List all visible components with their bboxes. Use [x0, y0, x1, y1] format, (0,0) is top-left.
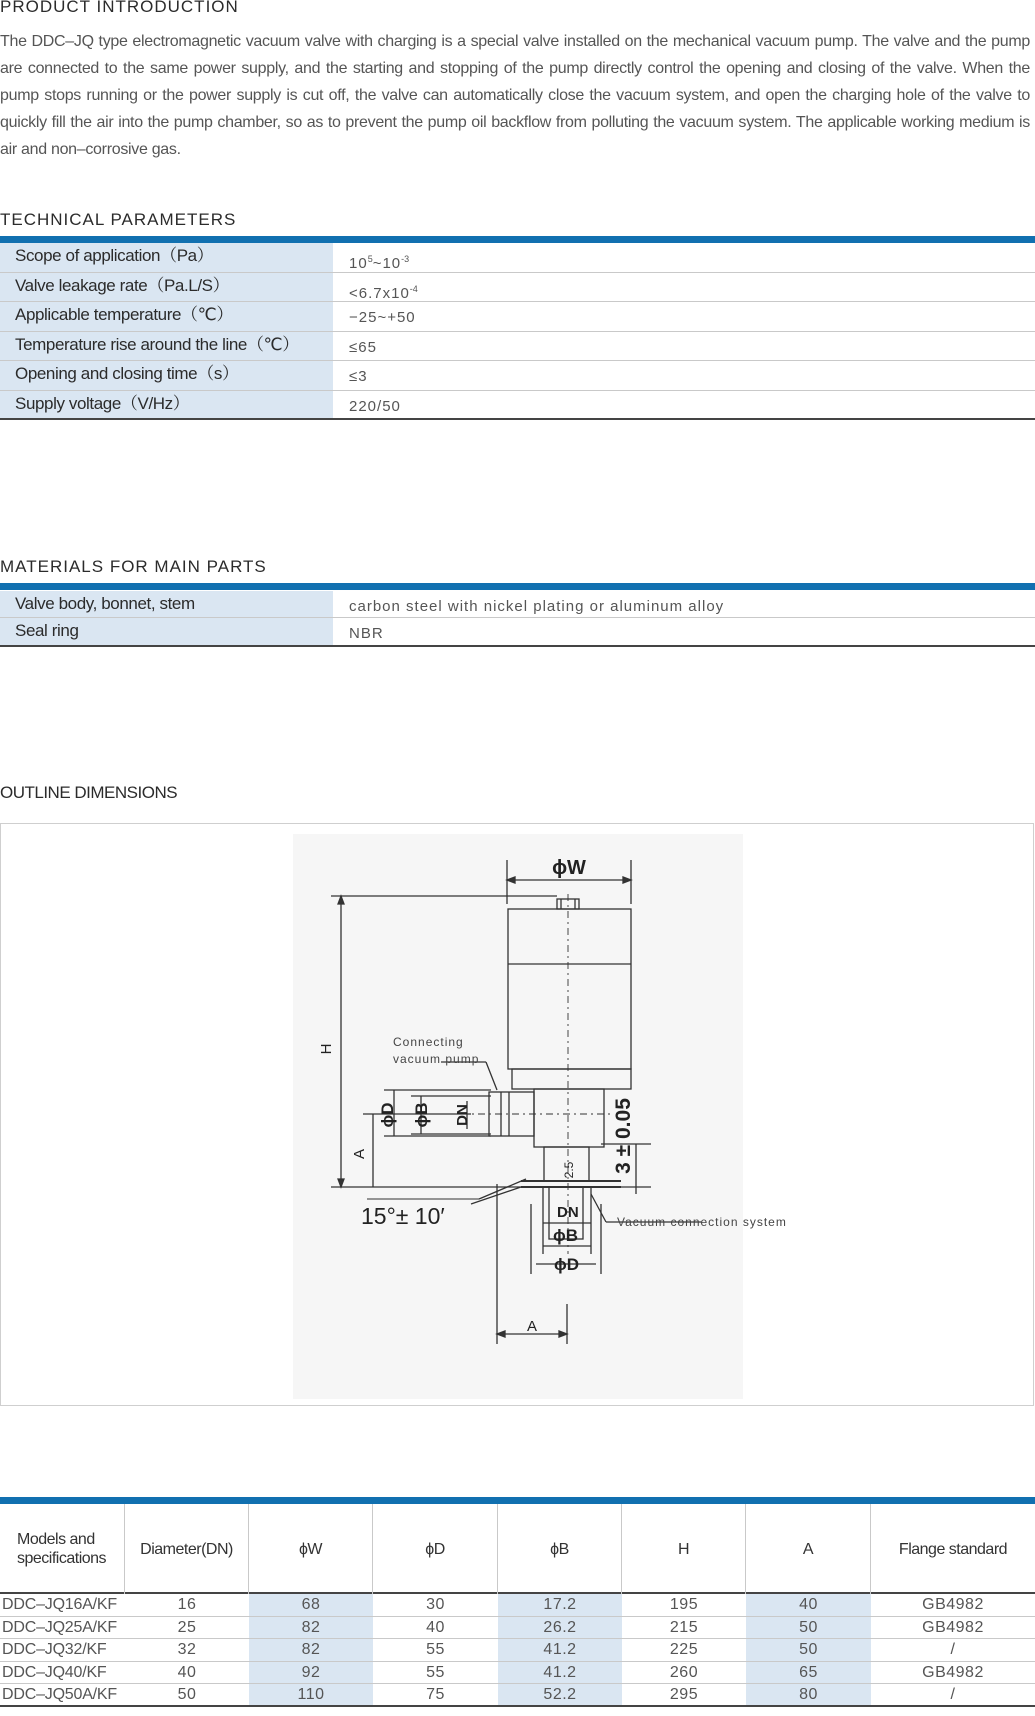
model-cell: DDC–JQ50A/KF	[2, 1686, 117, 1703]
materials-label: Seal ring	[0, 618, 333, 645]
header-cell: ϕB	[498, 1504, 622, 1594]
table-cell: 55	[426, 1641, 445, 1658]
valve-housing	[512, 1069, 631, 1089]
header-cell: ϕD	[373, 1504, 498, 1594]
label-phi-b: ϕB	[412, 1102, 431, 1128]
technical-title: TECHNICAL PARAMETERS	[0, 210, 237, 229]
technical-table	[0, 243, 1035, 420]
dimensions-table	[0, 1504, 1035, 1707]
table-cell: GB4982	[922, 1596, 984, 1613]
technical-value: 220/50	[349, 397, 401, 415]
table-cell: GB4982	[922, 1618, 984, 1636]
table-cell: 26.2	[498, 1617, 622, 1639]
table-row	[0, 1662, 1035, 1685]
table-cell: 32	[177, 1641, 197, 1658]
vacuum-conn-leader	[591, 1194, 606, 1222]
table-cell: 65	[746, 1662, 871, 1684]
dimensions-accent-bar	[0, 1497, 1035, 1504]
model-cell: DDC–JQ32/KF	[2, 1641, 107, 1658]
table-cell: 80	[746, 1684, 871, 1705]
label-a-bottom: A	[526, 1318, 538, 1335]
technical-row	[0, 273, 1035, 303]
technical-value: $<6.7x10^{-4}$	[349, 283, 418, 302]
materials-label: Valve body, bonnet, stem	[0, 591, 333, 617]
label-vacuum-connection: Vacuum connection system	[617, 1215, 787, 1229]
table-cell: 68	[249, 1594, 373, 1616]
technical-row	[0, 243, 1035, 273]
table-cell: 25	[177, 1618, 197, 1636]
arrow-icon	[507, 877, 515, 883]
header-cell: A	[746, 1504, 871, 1594]
technical-label: Opening and closing time（s）	[0, 361, 333, 390]
table-cell: /	[950, 1686, 956, 1703]
model-cell: DDC–JQ16A/KF	[2, 1596, 117, 1613]
technical-row	[0, 391, 1035, 421]
dimensions-body	[0, 1594, 1035, 1707]
materials-row	[0, 591, 1035, 618]
label-phi-d-bottom: ϕD	[554, 1255, 580, 1274]
technical-row	[0, 332, 1035, 362]
model-cell: DDC–JQ25A/KF	[2, 1618, 117, 1636]
technical-accent-bar	[0, 236, 1035, 243]
header-cell: ϕW	[249, 1504, 373, 1594]
technical-value: ≤65	[349, 338, 377, 356]
table-row	[0, 1617, 1035, 1640]
table-cell: 295	[669, 1686, 699, 1703]
table-cell: /	[950, 1641, 956, 1658]
arrow-icon	[559, 1331, 567, 1337]
table-cell: 225	[669, 1641, 699, 1658]
solenoid-body	[508, 909, 631, 1069]
outline-title: OUTLINE DIMENSIONS	[0, 783, 178, 802]
technical-value: ≤3	[349, 368, 368, 385]
arrow-icon	[497, 1331, 505, 1337]
label-phi-w: ϕW	[552, 857, 586, 879]
label-phi-d: ϕD	[378, 1102, 397, 1128]
label-dn: DN	[454, 1104, 471, 1126]
label-vacuum-pump: vacuum pump	[393, 1052, 480, 1066]
dimensions-header	[0, 1504, 1035, 1594]
technical-label: Scope of application（Pa）	[0, 243, 333, 272]
technical-label: Supply voltage（V/Hz）	[0, 391, 333, 419]
materials-table	[0, 591, 1035, 647]
table-cell: 52.2	[498, 1684, 622, 1705]
table-cell: 82	[249, 1617, 373, 1639]
table-cell: 92	[249, 1662, 373, 1684]
outline-drawing-frame	[0, 823, 1034, 1406]
table-cell: GB4982	[922, 1663, 984, 1681]
technical-row	[0, 361, 1035, 391]
arrow-icon	[338, 1179, 344, 1187]
technical-label: Applicable temperature（℃）	[0, 302, 333, 331]
table-cell: 195	[669, 1596, 699, 1613]
table-row	[0, 1639, 1035, 1662]
label-small: 2.5	[562, 1161, 576, 1179]
technical-value: −25~+50	[349, 309, 416, 326]
table-row	[0, 1594, 1035, 1617]
table-cell: 16	[177, 1596, 197, 1613]
table-cell: 40	[426, 1618, 445, 1636]
technical-value: $10^5\sim 10^{-3}$	[349, 254, 410, 272]
intro-title: PRODUCT INTRODUCTION	[0, 0, 239, 16]
header-cell: Models and specifications	[0, 1504, 125, 1594]
table-cell: 260	[669, 1663, 699, 1681]
label-a: A	[351, 1148, 368, 1160]
technical-label: Valve leakage rate（Pa.L/S）	[0, 273, 333, 302]
table-cell: 50	[177, 1686, 197, 1703]
valve-body	[534, 1089, 604, 1147]
model-cell: DDC–JQ40/KF	[2, 1663, 107, 1681]
table-cell: 41.2	[498, 1639, 622, 1661]
outline-drawing	[1, 824, 1035, 1407]
header-cell: Flange standard	[898, 1540, 1008, 1558]
table-cell: 41.2	[498, 1662, 622, 1684]
materials-value: carbon steel with nickel plating or aluminum alloy	[349, 598, 725, 615]
materials-accent-bar	[0, 583, 1035, 590]
label-phi-b-bottom: ϕB	[553, 1226, 579, 1245]
table-cell: 50	[746, 1617, 871, 1639]
label-h: H	[318, 1043, 335, 1055]
technical-label: Temperature rise around the line（℃）	[0, 332, 333, 361]
header-cell: H	[622, 1504, 746, 1594]
technical-row	[0, 302, 1035, 332]
table-cell: 110	[249, 1684, 373, 1705]
table-cell: 75	[426, 1686, 445, 1703]
table-cell: 17.2	[498, 1594, 622, 1616]
materials-title: MATERIALS FOR MAIN PARTS	[0, 557, 267, 576]
table-cell: 55	[426, 1663, 445, 1681]
materials-row	[0, 618, 1035, 647]
label-angle: 15°± 10′	[361, 1203, 445, 1229]
table-cell: 40	[177, 1663, 197, 1681]
table-row	[0, 1684, 1035, 1707]
angle-leader	[479, 1179, 526, 1199]
label-tolerance: 3 ± 0.05	[612, 1098, 635, 1174]
table-cell: 82	[249, 1639, 373, 1661]
table-cell: 40	[746, 1594, 871, 1616]
table-cell: 30	[426, 1596, 445, 1613]
label-dn-bottom: DN	[557, 1204, 579, 1221]
table-cell: 50	[746, 1639, 871, 1661]
header-cell: Diameter(DN)	[125, 1504, 249, 1594]
arrow-icon	[338, 896, 344, 904]
intro-text: The DDC–JQ type electromagnetic vacuum valve with charging is a special valve installed on the mechanical vacuum pump. The valve and the pump are connected to the same power supply, and the starting and stopping of the pump directly control the opening and closing of the valve. When the pump stops running or the power supply is cut off, the valve can automatically close the vacuum system, and open the charging hole of the valve to quickly fill the air into the pump chamber, so as to prevent the pump oil backflow from polluting the vacuum system. The applicable working medium is air and non–corrosive gas.	[0, 33, 1030, 158]
label-connecting: Connecting	[393, 1035, 464, 1049]
table-cell: 215	[669, 1618, 699, 1636]
arrow-icon	[623, 877, 631, 883]
materials-value: NBR	[349, 625, 384, 642]
